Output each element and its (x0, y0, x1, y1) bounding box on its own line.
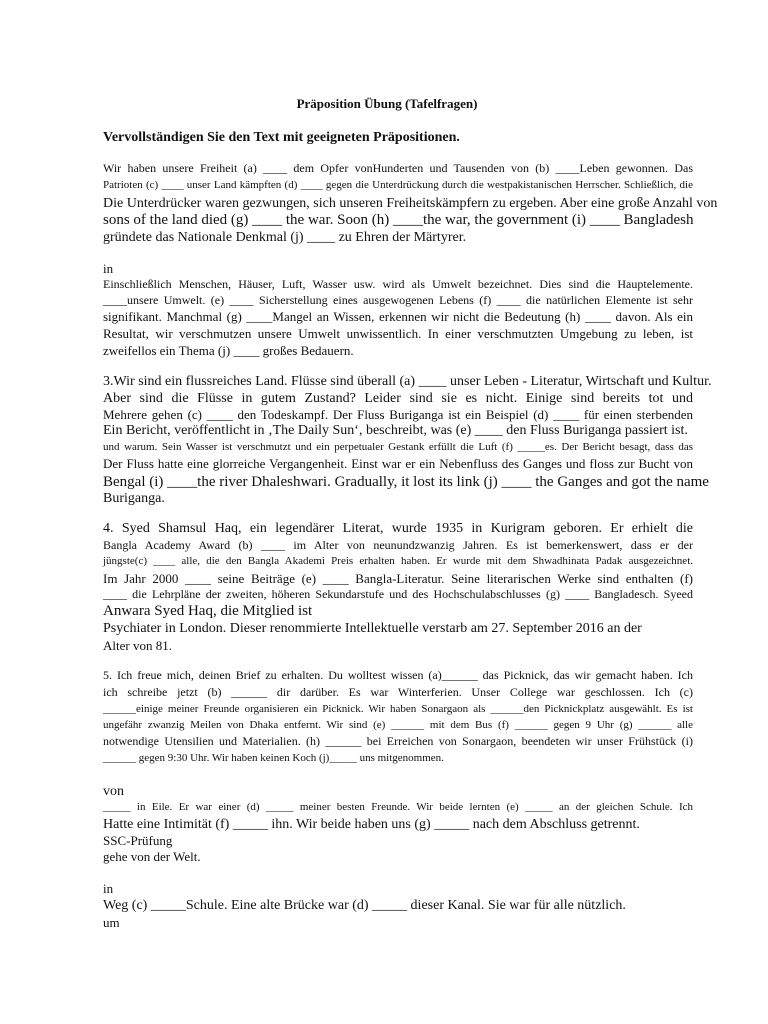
text-line: signifikant. Manchmal (g) ____Mangel an Wissen, erkennen wir nicht die Bedeutung (h) ____ davon. Als ein (103, 309, 693, 324)
text-line: um (103, 915, 120, 930)
text-line: Psychiater in London. Dieser renommierte Intellektuelle verstarb am 27. September 2016 an der (103, 621, 642, 636)
text-line: ____ die Lehrpläne der zweiten, höheren Sekundarstufe und des Hochschulabschlusses (g) ____ Bangladesch. Syeed (103, 587, 693, 601)
text-line: Die Unterdrücker waren gezwungen, sich unseren Freiheitskämpfern zu ergeben. Aber eine große Anzahl von (103, 196, 718, 211)
text-line: Wir haben unsere Freiheit (a) ____ dem Opfer vonHunderten und Tausenden von (b) ____Leben gewonnen. Das (103, 161, 693, 175)
text-line: Resultat, wir verschmutzen unsere Umwelt unwissentlich. In einer verschmutzten Umgebung zu leben, ist (103, 326, 693, 341)
text-line: ungefähr zwanzig Meilen von Dhaka entfernt. Wir sind (e) ______ mit dem Bus (f) ______ gegen 9 Uhr (g) ______ alle (103, 719, 693, 731)
text-line: SSC-Prüfung (103, 833, 173, 848)
instruction: Vervollständigen Sie den Text mit geeigneten Präpositionen. (103, 130, 460, 145)
text-line: Bengal (i) ____the river Dhaleshwari. Gradually, it lost its link (j) ____ the Ganges and got the name (103, 474, 709, 490)
text-line: Aber sind die Flüsse in gutem Zustand? Leider sind sie es nicht. Einige sind bereits tot und (103, 391, 693, 406)
text-line: ____unsere Umwelt. (e) ____ Sicherstellung eines ausgewogenen Lebens (f) ____ die natürlichen Elemente ist sehr (103, 293, 693, 307)
text-line: und warum. Sein Wasser ist verschmutzt und ein perpetualer Gestank erfüllt die Luft (f) _____es. Der Bericht besagt, dass das (103, 441, 693, 453)
text-line: Im Jahr 2000 ____ seine Beiträge (e) ____ Bangla-Literatur. Seine literarischen Werke sind enthalten (f) (103, 571, 693, 586)
text-line: ______ gegen 9:30 Uhr. Wir haben keinen Koch (j)_____ uns mitgenommen. (103, 752, 444, 764)
text-line: Einschließlich Menschen, Häuser, Luft, Wasser usw. wird als Umwelt bezeichnet. Dies sind die Hauptelemente. (103, 277, 693, 291)
text-line: Buriganga. (103, 491, 165, 506)
text-line: gehe von der Welt. (103, 849, 201, 864)
text-line: Der Fluss hatte eine glorreiche Vergangenheit. Einst war er ein Nebenfluss des Ganges und floss zur Bucht von (103, 456, 693, 471)
text-line: zweifellos ein Thema (j) ____ großes Bedauern. (103, 343, 354, 358)
text-line: Ein Bericht, veröffentlicht in ‚The Daily Sun‘, beschreibt, was (e) ____ den Fluss Buriganga passiert ist. (103, 423, 688, 438)
text-line: Anwara Syed Haq, die Mitglied ist (103, 603, 313, 619)
text-line: notwendige Utensilien und Materialien. (h) ______ bei Erreichen von Sonargaon, beendeten wir unser Frühstück (i) (103, 734, 693, 748)
text-line: 3.Wir sind ein flussreiches Land. Flüsse sind überall (a) ____ unser Leben - Literatur, Wirtschaft und Kultur. (103, 374, 712, 389)
text-line: jüngste(c) ____ alle, die den Bangla Akademi Preis erhalten haben. Er wurde mit dem Shwadhinata Padak ausgezeichnet. (103, 555, 693, 567)
text-line: Mehrere gehen (c) ____ den Todeskampf. Der Fluss Buriganga ist ein Beispiel (d) ____ für einen sterbenden (103, 407, 693, 422)
text-line: von (103, 784, 124, 799)
text-line: 5. Ich freue mich, deinen Brief zu erhalten. Du wolltest wissen (a)______ das Picknick, das wir gemacht haben. Ich (103, 668, 693, 682)
text-line: Weg (c) _____Schule. Eine alte Brücke war (d) _____ dieser Kanal. Sie war für alle nützlich. (103, 898, 626, 913)
text-line: sons of the land died (g) ____ the war. Soon (h) ____the war, the government (i) ____ Bangladesh (103, 212, 694, 228)
text-line: 4. Syed Shamsul Haq, ein legendärer Literat, wurde 1935 in Kurigram geboren. Er erhielt die (103, 521, 693, 536)
text-line: _____ in Eile. Er war einer (d) _____ meiner besten Freunde. Wir beide lernten (e) _____ an der gleichen Schule. Ich (103, 801, 693, 813)
text-line: ______einige meiner Freunde organisieren ein Picknick. Wir haben Sonargaon als ______den Picknickplatz ausgewählt. Es ist (103, 703, 693, 715)
text-line: ich schreibe jetzt (b) ______ dir darüber. Es war Winterferien. Unser College war geschlossen. Ich (c) (103, 685, 693, 699)
text-line: in (103, 261, 114, 276)
text-line: Bangla Academy Award (b) ____ im Alter von neunundzwanzig Jahren. Es ist bemerkenswert, dass er der (103, 538, 693, 552)
text-line: Hatte eine Intimität (f) _____ ihn. Wir beide haben uns (g) _____ nach dem Abschluss getrennt. (103, 817, 640, 832)
text-line: in (103, 881, 114, 896)
text-line: Patrioten (c) ____ unser Land kämpften (d) ____ gegen die Unterdrückung durch die westpakistanischen Herrscher. Schließlich, die (103, 179, 693, 191)
text-line: Alter von 81. (103, 638, 172, 653)
page-title: Präposition Übung (Tafelfragen) (296, 96, 478, 111)
text-line: gründete das Nationale Denkmal (j) ____ zu Ehren der Märtyrer. (103, 230, 467, 245)
